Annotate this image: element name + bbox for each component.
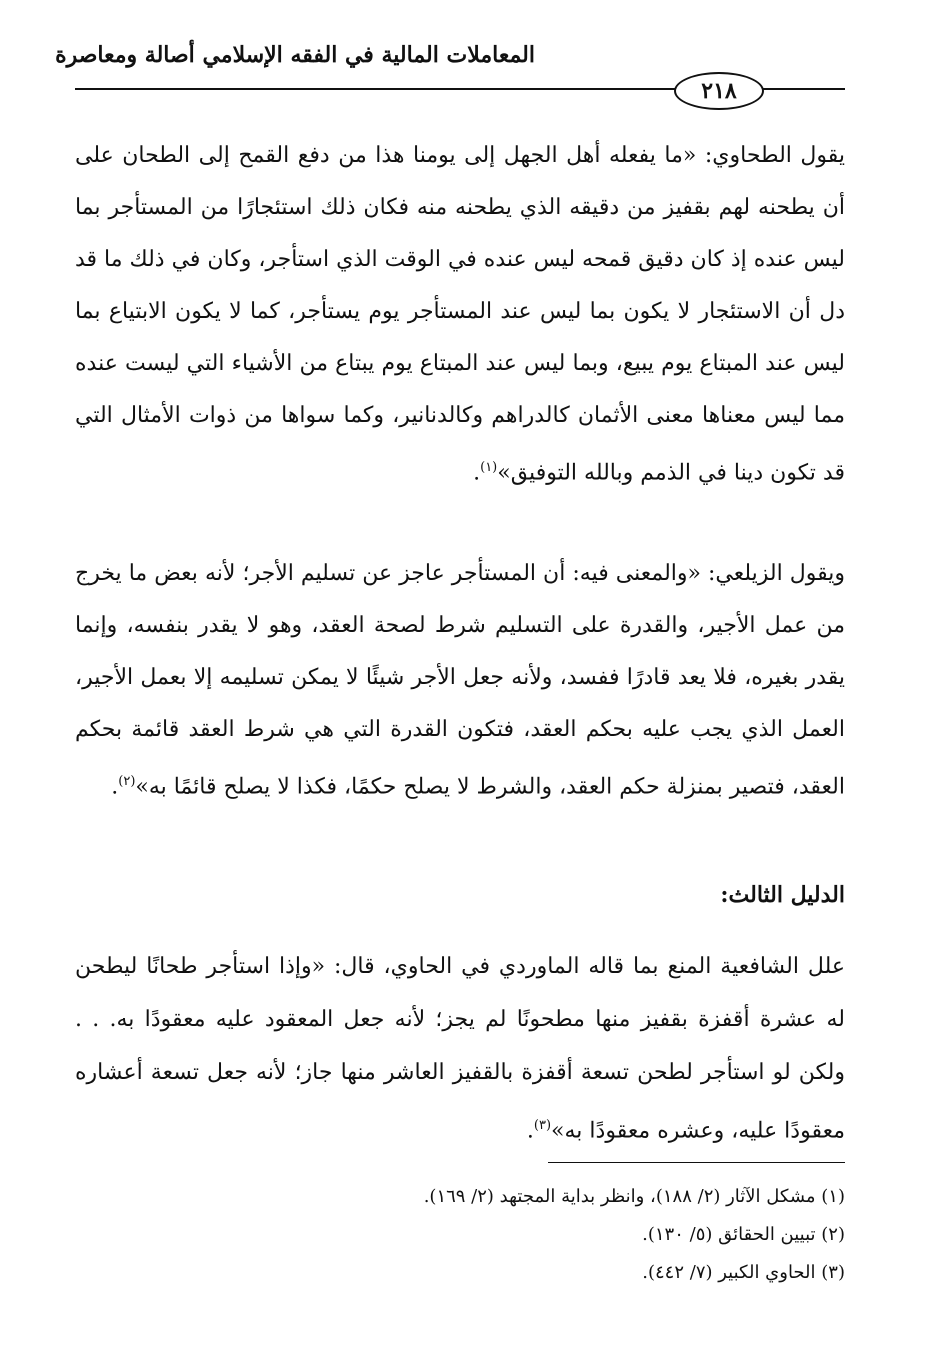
footnote-separator bbox=[548, 1162, 845, 1163]
footnotes bbox=[85, 1178, 845, 1292]
paragraph-end: . bbox=[473, 460, 481, 486]
paragraph-zaylai-quote bbox=[75, 548, 845, 813]
footnote-ref: (١) bbox=[480, 460, 498, 475]
paragraph-text: يقول الطحاوي: «ما يفعله أهل الجهل إلى يومنا هذا من دفع القمح إلى الطحان على أن يطحنه لهم بقفيز من دقيقه الذي يطحنه منه فكان ذلك استئجارًا من المستأجر بما ليس عنده إذ كان دقيق قمحه ليس عنده في الوقت الذي استأجر، وكان في ذلك ما قد دل أن الاستئجار لا يكون بما ليس عند المستأجر يوم يستأجر، كما لا يكون الابتياع بما ليس عند المبتاع يوم يبيع، وبما ليس عند المبتاع يوم يبتاع من الأشياء التي ليست عنده مما ليس معناها معنى الأثمان كالدراهم وكالدنانير، وكما سواها من ذوات الأمثال التي قد تكون دينا في الذمم وبالله التوفيق» bbox=[75, 143, 845, 486]
section-subheading: الدليل الثالث: bbox=[720, 882, 845, 908]
paragraph-text: ويقول الزيلعي: «والمعنى فيه: أن المستأجر عاجز عن تسليم الأجر؛ لأنه بعض ما يخرج من عمل الأجير، والقدرة على التسليم شرط لصحة العقد، وهو لا يقدر بنفسه، وإنما يقدر بغيره، فلا يعد قادرًا ففسد، ولأنه جعل الأجر شيئًا لا يمكن تسليمه إلا بعمل الأجير، العمل الذي يجب عليه بحكم العقد، فتكون القدرة التي هي شرط العقد قائمة بحكم العقد، فتصير بمنزلة حكم العقد، والشرط لا يصلح حكمًا، فكذا لا يصلح قائمًا به» bbox=[75, 561, 845, 800]
page-number-badge bbox=[674, 72, 764, 110]
footnote-ref: (٣) bbox=[533, 1118, 552, 1133]
footnote-ref: (٢) bbox=[118, 774, 136, 789]
paragraph-tahawi-quote bbox=[75, 130, 845, 499]
footnote-item: (٢) تبيين الحقائق (٥/ ١٣٠). bbox=[642, 1224, 845, 1245]
paragraph-text: علل الشافعية المنع بما قاله الماوردي في الحاوي، قال: «وإذا استأجر طحانًا ليطحن له عشرة أقفزة بقفيز منها مطحونًا لم يجز؛ لأنه جعل المعقود عليه معقودًا به. . . ولكن لو استأجر لطحن تسعة أقفزة بالقفيز العاشر منها جاز؛ لأنه جعل تسعة أعشاره معقودًا عليه، وعشره معقودًا به» bbox=[75, 954, 845, 1144]
paragraph-end: . bbox=[111, 774, 119, 800]
running-header-title: المعاملات المالية في الفقه الإسلامي أصالة ومعاصرة bbox=[55, 42, 535, 68]
footnote-item: (٣) الحاوي الكبير (٧/ ٤٤٢). bbox=[642, 1262, 845, 1283]
paragraph-end: . bbox=[526, 1118, 534, 1144]
footnote-item: (١) مشكل الآثار (٢/ ١٨٨)، وانظر بداية المجتهد (٢/ ١٦٩). bbox=[423, 1186, 845, 1207]
page-number: ٢١٨ bbox=[701, 78, 737, 104]
paragraph-mawardi-quote bbox=[75, 940, 845, 1157]
